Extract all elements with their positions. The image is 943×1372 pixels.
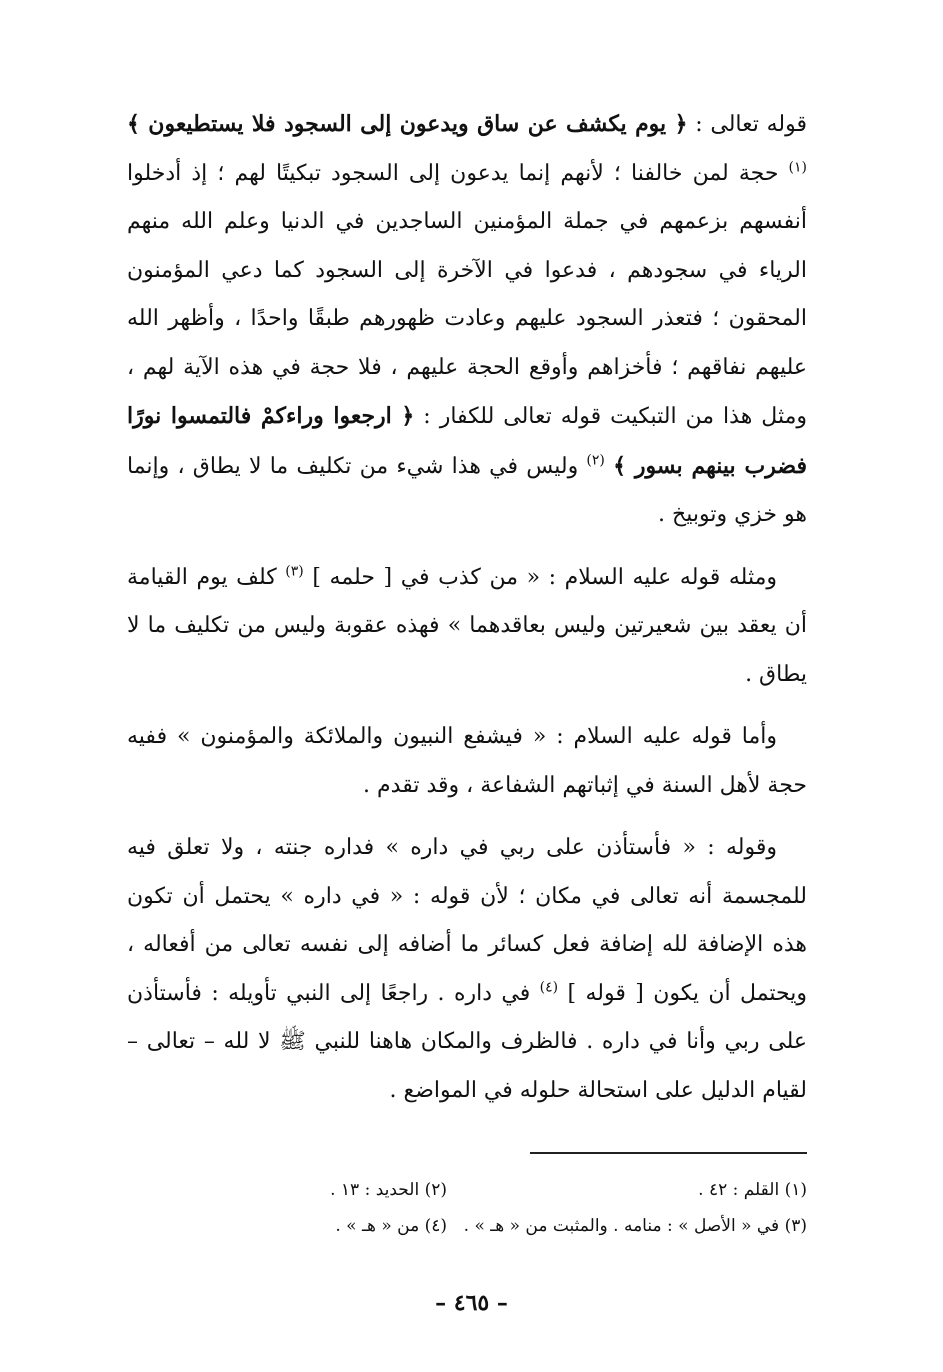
paragraph-4 — [127, 824, 807, 1115]
page-number: – ٤٦٥ – — [435, 1290, 508, 1316]
footnote-marker: (٢) — [586, 452, 605, 469]
text-segment — [605, 454, 613, 479]
footnote-1: (١) القلم : ٤٢ . — [698, 1180, 807, 1200]
footnote-marker: (٤) — [539, 979, 559, 996]
paragraph-1 — [127, 100, 807, 540]
footnote-2: (٢) الحديد : ١٣ . — [330, 1180, 447, 1200]
text-segment: حجة لمن خالفنا ؛ لأنهم إنما يدعون إلى السجود تبكيتًا لهم ؛ إذ أدخلوا أنفسهم بزعمهم في جملة المؤمنين الساجدين في الدنيا وعلم الله منهم الرياء في سجودهم ، فدعوا في الآخرة إلى السجود كما دعي المؤمنون المحقون ؛ فتعذر السجود عليهم وعادت ظهورهم طبقًا واحدًا ، وأظهر الله عليهم نفاقهم ؛ فأخزاهم وأوقع الحجة عليهم ، فلا حجة في هذه الآية لهم ، ومثل هذا من التبكيت قوله تعالى للكفار : — [127, 160, 807, 429]
footnote-row-2 — [127, 1208, 807, 1244]
footnote-marker: (٣) — [285, 563, 304, 580]
text-segment: في داره . راجعًا إلى النبي تأويله : فأستأذن على ربي وأنا في داره . فالظرف والمكان هاهنا للنبي ﷺ لا لله – تعالى – لقيام الدليل على استحالة حلوله في المواضع . — [127, 980, 807, 1103]
text-segment: قوله تعالى : — [687, 112, 807, 137]
text-segment: وقوله : « فأستأذن على ربي في داره » فداره جنته ، ولا تعلق فيه للمجسمة أنه تعالى في مكان ؛ لأن قوله : « في داره » يحتمل أن تكون هذه الإضافة لله إضافة فعل كسائر ما أضافه إلى نفسه تعالى من أفعاله ، ويحتمل أن يكون [ قوله ] — [127, 835, 807, 1006]
footnote-row-1 — [127, 1172, 807, 1208]
text-segment: كلف يوم القيامة أن يعقد بين شعيرتين وليس بعاقدهما » فهذه عقوبة وليس من تكليف ما لا يطاق . — [127, 564, 807, 687]
footnotes — [127, 1172, 807, 1244]
main-text — [127, 100, 807, 1129]
paragraph-2 — [127, 554, 807, 700]
text-segment: وأما قوله عليه السلام : « فيشفع النبيون والملائكة والمؤمنون » ففيه حجة لأهل السنة في إثباتهم الشفاعة ، وقد تقدم . — [127, 724, 807, 798]
footnote-3: (٣) في « الأصل » : منامه . والمثبت من « هـ » . — [463, 1216, 807, 1236]
quran-verse: ﴿ يوم يكشف عن ساق ويدعون إلى السجود فلا يستطيعون ﴾ — [127, 111, 688, 137]
footnote-divider — [530, 1152, 807, 1154]
footnote-4: (٤) من « هـ » . — [335, 1216, 447, 1236]
text-segment: ومثله قوله عليه السلام : « من كذب في [ حلمه ] — [303, 564, 777, 590]
quran-verse: ﴿ ارجعوا وراءكمْ فالتمسوا نورًا فضرب بينهم بسور ﴾ — [127, 403, 807, 479]
paragraph-3 — [127, 713, 807, 810]
footnote-marker: (١) — [788, 159, 807, 176]
text-segment: وليس في هذا شيء من تكليف ما لا يطاق ، وإنما هو خزي وتوبيخ . — [127, 453, 807, 527]
